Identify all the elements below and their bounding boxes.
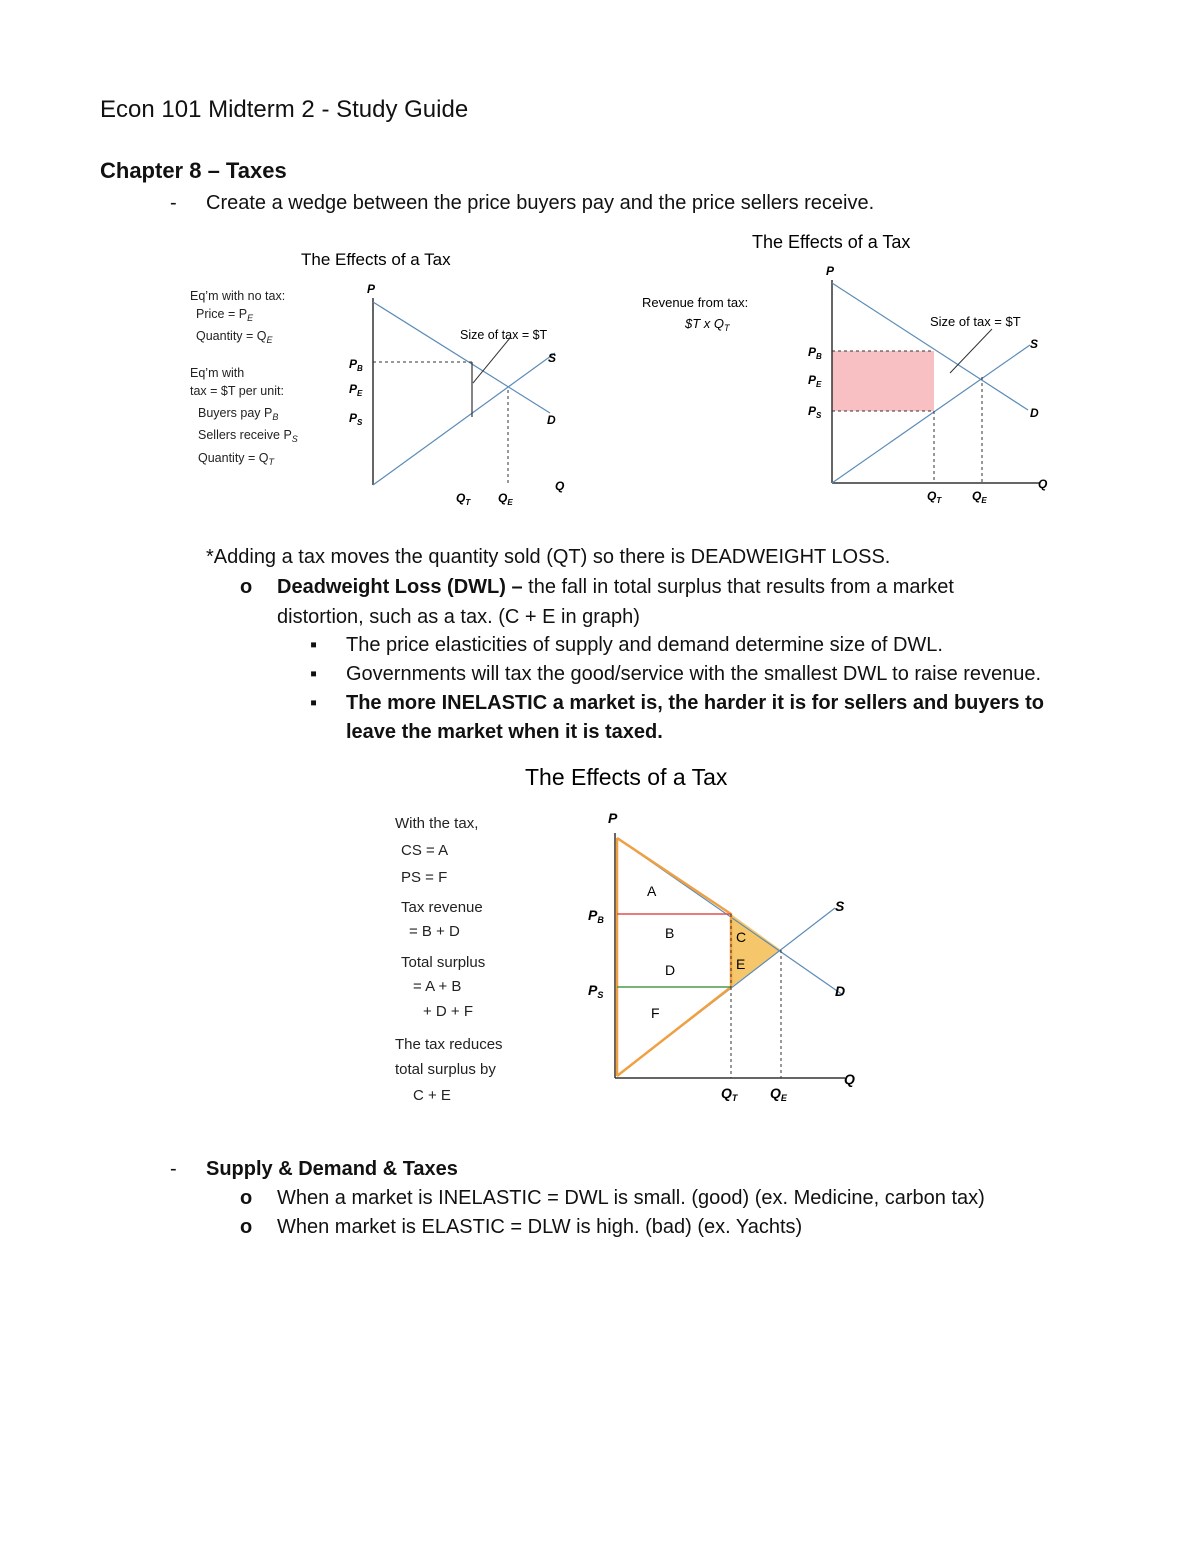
fig3-note: Tax revenue <box>401 899 483 916</box>
fig1-qt: Q <box>456 491 466 505</box>
fig3-sub: S <box>597 990 604 1000</box>
fig3-note: total surplus by <box>395 1061 496 1078</box>
fig3-area-e: E <box>736 956 746 972</box>
fig3-note: = A + B <box>413 978 462 995</box>
fig3-note: The tax reduces <box>395 1036 503 1053</box>
svg-text:PS <box>808 404 822 420</box>
figure-tax-wedge <box>185 240 605 520</box>
bold-sub-bullet-cont: leave the market when it is taxed. <box>346 721 663 743</box>
fig1-size-label: Size of tax = $T <box>460 328 548 342</box>
dash-bullet: - <box>170 1158 177 1180</box>
fig1-note: Eq’m with <box>190 366 245 380</box>
svg-text:QT <box>721 1085 739 1103</box>
chapter-heading: Chapter 8 – Taxes <box>100 158 287 183</box>
fig3-note: + D + F <box>423 1003 474 1020</box>
fig1-title: The Effects of a Tax <box>301 250 451 269</box>
bullet-wedge: Create a wedge between the price buyers pay and the price sellers receive. <box>206 192 875 214</box>
fig2-sub: E <box>816 380 822 389</box>
fig2-sub: E <box>981 496 987 505</box>
fig1-sub: B <box>357 364 363 373</box>
sub-bullet: Governments will tax the good/service with the smallest DWL to raise revenue. <box>346 663 1042 685</box>
fig3-pb: P <box>588 907 598 923</box>
fig3-area-c: C <box>736 929 747 945</box>
fig2-q-label: Q <box>1038 477 1048 491</box>
fig2-sub: B <box>816 352 822 361</box>
fig2-revenue-label: Revenue from tax: <box>642 295 749 310</box>
svg-text:PB <box>808 345 822 361</box>
fig1-note: Quantity = Q <box>198 451 269 465</box>
fig3-ps: P <box>588 982 598 998</box>
fig2-sub: T <box>936 496 942 505</box>
fig3-qe: Q <box>770 1085 781 1101</box>
fig3-surplus-outline <box>617 838 731 1076</box>
svg-text:PS <box>349 411 363 427</box>
fig2-sub: T <box>724 323 730 333</box>
fig1-s-label: S <box>548 351 557 365</box>
fig2-revenue-rect <box>832 351 934 411</box>
fig1-q-label: Q <box>555 479 565 493</box>
dwl-term: Deadweight Loss (DWL) – <box>277 576 523 598</box>
section2-heading: Supply & Demand & Taxes <box>206 1158 458 1180</box>
fig1-note: Quantity = Q <box>196 329 267 343</box>
svg-text:Quantity = QE <box>196 329 274 345</box>
circle-bullet: o <box>240 1216 253 1238</box>
square-bullet: ▪ <box>310 634 318 656</box>
fig1-pe: P <box>349 382 358 396</box>
svg-text:QE <box>498 491 513 507</box>
fig1-ps: P <box>349 411 358 425</box>
fig1-p-label: P <box>367 282 376 296</box>
figure-tax-revenue <box>640 225 1060 515</box>
svg-text:PS <box>588 982 603 1000</box>
fig1-qe: Q <box>498 491 508 505</box>
svg-text:Sellers receive PS <box>198 428 298 444</box>
fig3-note: C + E <box>413 1087 451 1104</box>
fig3-s-label: S <box>835 898 845 914</box>
svg-text:PE <box>808 373 822 389</box>
fig3-note: = B + D <box>409 923 460 940</box>
fig2-qt: Q <box>927 489 937 503</box>
fig2-p-label: P <box>826 264 835 278</box>
fig3-note: PS = F <box>401 869 448 886</box>
fig1-note: tax = $T per unit: <box>190 384 284 398</box>
section2-item: When market is ELASTIC = DLW is high. (bad) (ex. Yachts) <box>277 1216 803 1238</box>
fig1-sub: E <box>357 389 363 398</box>
svg-text:Quantity = QT <box>198 451 276 467</box>
bold-sub-bullet: The more INELASTIC a market is, the harder it is for sellers and buyers to <box>346 692 1044 714</box>
square-bullet: ▪ <box>310 692 318 714</box>
fig1-sub: S <box>357 418 363 427</box>
fig3-title: The Effects of a Tax <box>525 764 728 790</box>
circle-bullet: o <box>240 576 253 598</box>
fig1-sub: T <box>465 498 471 507</box>
svg-text:Price = PE <box>196 307 254 323</box>
fig2-size-pointer <box>950 329 992 373</box>
figure-tax-surplus <box>385 760 875 1110</box>
fig3-area-a: A <box>647 883 657 899</box>
fig1-sub: B <box>272 412 279 422</box>
svg-text:PB <box>588 907 604 925</box>
dwl-definition-cont: distortion, such as a tax. (C + E in graph) <box>277 606 640 628</box>
fig1-note: Buyers pay P <box>198 406 273 420</box>
fig3-sub: B <box>597 915 604 925</box>
fig3-sub: T <box>731 1093 738 1103</box>
fig2-size-label: Size of tax = $T <box>930 314 1021 329</box>
svg-text:QT <box>456 491 471 507</box>
fig3-note: Total surplus <box>401 954 486 971</box>
fig1-sub: E <box>507 498 513 507</box>
fig3-d-label: D <box>835 983 846 999</box>
svg-text:Buyers pay PB <box>198 406 278 422</box>
fig1-sub: S <box>291 434 298 444</box>
fig1-demand-curve <box>373 302 550 413</box>
sub-bullet: The price elasticities of supply and demand determine size of DWL. <box>346 634 943 656</box>
svg-text:QT <box>927 489 942 505</box>
fig3-p-label: P <box>608 810 618 826</box>
fig3-area-b: B <box>665 925 675 941</box>
fig3-sub: E <box>780 1093 787 1103</box>
dwl-definition: the fall in total surplus that results from a market <box>528 576 954 598</box>
fig1-pb: P <box>349 357 358 371</box>
fig3-qt: Q <box>721 1085 732 1101</box>
document-title: Econ 101 Midterm 2 - Study Guide <box>100 96 469 123</box>
fig3-area-d: D <box>665 962 676 978</box>
fig1-sub: E <box>266 335 273 345</box>
fig1-note: Price = P <box>196 307 248 321</box>
fig1-sub: E <box>247 313 254 323</box>
square-bullet: ▪ <box>310 663 318 685</box>
section2-item: When a market is INELASTIC = DWL is small. (good) (ex. Medicine, carbon tax) <box>277 1187 985 1209</box>
fig2-sub: S <box>816 411 822 420</box>
fig1-supply-curve <box>373 353 555 485</box>
fig2-s-label: S <box>1030 337 1039 351</box>
fig1-note: Sellers receive P <box>198 428 292 442</box>
fig3-note: CS = A <box>401 842 449 859</box>
dash-bullet: - <box>170 192 177 214</box>
fig2-pb: P <box>808 345 817 359</box>
fig2-ps: P <box>808 404 817 418</box>
fig1-sub: T <box>268 457 275 467</box>
fig2-pe: P <box>808 373 817 387</box>
fig3-q-label: Q <box>844 1071 855 1087</box>
svg-text:PE <box>349 382 363 398</box>
circle-bullet: o <box>240 1187 253 1209</box>
fig2-d-label: D <box>1030 406 1039 420</box>
fig1-note: Eq’m with no tax: <box>190 289 286 303</box>
svg-text:QE <box>770 1085 788 1103</box>
svg-text:$T x QT <box>684 316 731 333</box>
fig3-note: With the tax, <box>395 815 479 832</box>
fig2-qe: Q <box>972 489 982 503</box>
svg-text:PB <box>349 357 363 373</box>
fig3-dwl-area <box>731 914 781 987</box>
fig2-revenue-formula: $T x Q <box>685 316 725 331</box>
fig2-title: The Effects of a Tax <box>752 232 911 252</box>
svg-text:QE <box>972 489 987 505</box>
fig3-area-f: F <box>651 1005 660 1021</box>
fig1-d-label: D <box>547 413 556 427</box>
dwl-note: *Adding a tax moves the quantity sold (QT) so there is DEADWEIGHT LOSS. <box>206 546 891 568</box>
